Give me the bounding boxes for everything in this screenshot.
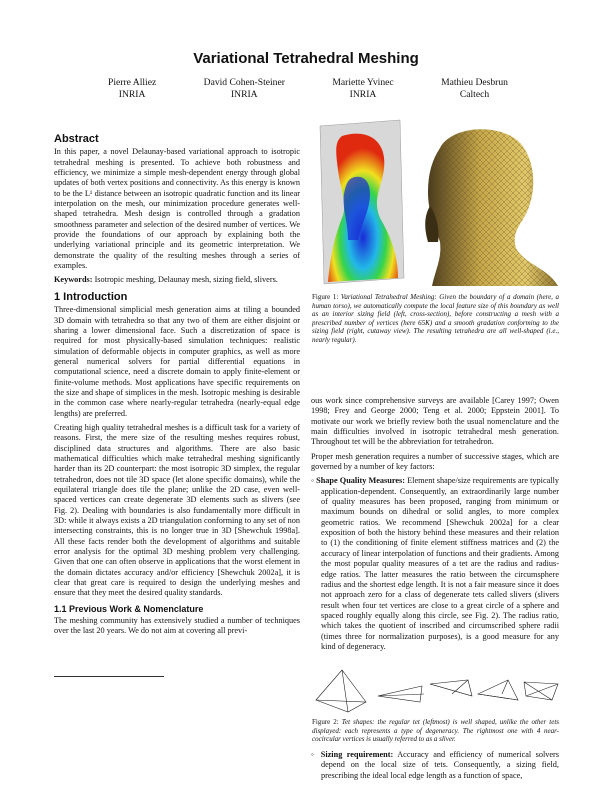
figure-1-label: Figure 1: [312,293,339,301]
author-affiliation: Caltech [459,89,490,100]
sliver-tet-shape [524,682,558,700]
list-item: ◦ Shape Quality Measures: Element shape/size requirements are typically application-dependent. Consequently, an extraordinarily large number of quality measures has been proposed, ranging from minimum or maximum bounds on dihedral or solid angles, to more complex geometric ratios. We recommend [Shewchuk 2002a] for a clear exposition of both the history behind these measures and their relation to (1) the conditioning of finite element stiffness matrices and (2) the accuracy of linear interpolation of functions and their gradients. Among the most popular quality measures of a tet are the radius and radius-edge ratios. The latter measures the ratio between the circumsphere radius and the shortest edge length. It is not a fair measure since it does not approach zero for a class of degenerate tets called slivers (slivers result when four tet vertices are close to a great circle of a sphere and spaced roughly equally along this circle, see Fig. 2). The radius ratio, which takes the quotient of inscribed and circumscribed sphere radii (times three for normalization purposes), is a good measure for any kind of degeneracy. [311,476,559,651]
author [332,77,393,101]
author [441,77,508,101]
keywords-label: Keywords: [54,275,93,285]
list-item-text: Accuracy and efficiency of numerical solvers depend on the local size of tets. Consequently, a sizing field, prescribing the ideal local edge length as a function of space, [321,750,560,780]
figure-2-caption [312,718,559,744]
wedge-tet-shape [430,680,472,696]
author-affiliation: INRIA [118,89,146,100]
list-item-label: Sizing requirement: [320,750,394,759]
figure-1-image [312,118,560,286]
author-name: Mathieu Desbrun [441,77,508,88]
keywords [54,275,300,285]
list-item-label: Shape Quality Measures: [316,476,405,486]
key-factor-list [311,476,559,652]
figure-2-caption-text: Tet shapes: the regular tet (leftmost) is well shaped, unlike the other tets displayed: each represents a type of degeneracy. The rightmost one with 4 near-cocircular vertices is usually referred to as a sliver. [312,718,559,744]
paper-title: Variational Tetrahedral Meshing [193,50,419,67]
cap-tet-shape [478,680,518,700]
abstract-text: In this paper, a novel Delaunay-based variational approach to isotropic tetrahedral meshing is presented. To achieve both robustness and efficiency, we minimize a simple mesh-dependent energy through global updates of both vertex positions and connectivity. As this energy is known to be the L¹ distance between an isotropic quadratic function and its linear interpolation on the mesh, our minimization procedure generates well-shaped tetrahedra. Mesh design is controlled through a gradation smoothness parameter and selection of the desired number of vertices. We provide the foundations of our approach by explaining both the underlying variational principle and its geometric interpretation. We demonstrate the quality of the resulting meshes through a series of examples. [54,147,300,271]
author-affiliation: INRIA [230,89,258,100]
key-factor-list-continued [311,750,559,781]
list-item: ◦ Sizing requirement: Accuracy and efficiency of numerical solvers depend on the local size of tets. Consequently, a sizing field, prescribing the ideal local edge length as a function of space, [311,750,560,780]
figure-2-image [312,666,560,716]
list-item-text: Element shape/size requirements are typically application-dependent. Consequently, an extraordinarily large number of quality measures has been proposed, ranging from minimum or maximum bounds on dihedral or solid angles, to more complex geometric ratios. We recommend [Shewchuk 2002a] for a clear exposition of both the history behind these measures and their relation to (1) the conditioning of finite element stiffness matrices and (2) the accuracy of linear interpolation of functions and their gradients. Among the most popular quality measures of a tet are the radius and radius-edge ratios. The latter measures the ratio between the circumsphere radius and the shortest edge length. It is not a fair measure since it does not approach zero for a class of degenerate tets called slivers (slivers result when four tet vertices are close to a great circle of a sphere and spaced roughly equally along this circle, see Fig. 2). The radius ratio, which takes the quotient of inscribed and circumscribed sphere radii (times three for normalization purposes), is a good measure for any kind of degeneracy. [321,476,559,651]
author-list [108,77,508,101]
author-name: David Cohen-Steiner [203,77,285,88]
author-name: Mariette Yvinec [332,77,394,88]
left-column [54,134,300,641]
needle-tet-shape [378,686,424,702]
regular-tet-shape [316,670,366,712]
right-column [311,396,559,657]
footnote-rule [54,676,164,677]
previous-work-paragraph: The meshing community has extensively studied a number of techniques over the last 20 years. We do not aim at covering all previ- [54,616,300,636]
author [108,77,156,101]
section-heading-introduction: 1 Introduction [54,290,128,303]
author-affiliation: INRIA [349,89,377,100]
keywords-text: Isotropic meshing, Delaunay mesh, sizing field, slivers. [94,275,278,285]
right-paragraph-2: Proper mesh generation requires a number of successive stages, which are governed by a number of key factors: [311,451,559,472]
abstract-heading: Abstract [54,133,99,145]
figure-2-label: Figure 2: [312,718,339,726]
figure-1-caption-text: Variational Tetrahedral Meshing: Given the boundary of a domain (here, a human torso), we automatically compute the local feature size of this boundary as well as an interior sizing field (left, cross-section), before constructing a mesh with a prescribed number of vertices (here 65K) and a smooth gradation conforming to the sizing field (right, cutaway view). The resulting tetrahedra are all well-shaped (i.e., nearly regular). [312,293,559,344]
intro-paragraph-2: Creating high quality tetrahedral meshes is a difficult task for a variety of reasons. First, the mere size of the resulting meshes requires robust, disciplined data structures and algorithms. There are also basic mathematical difficulties which make tetrahedral meshing significantly harder than its 2D counterpart: the most isotropic 3D simplex, the regular tetrahedron, does not tile 3D space (let alone specific domains), while the equilateral triangle does tile the plane; unlike the 2D case, even well-spaced vertices can create degenerate 3D elements such as slivers (see Fig. 2). Dealing with boundaries is also fundamentally more difficult in 3D: while it always exists a 2D triangulation conforming to any set of non intersecting constraints, this is no longer true in 3D [Shewchuk 1998a]. All these facts render both the development of algorithms and suitable error analysis for the optimal 3D meshing problem very challenging. Given that one can often observe in applications that the worst element in the domain dictates accuracy and/or efficiency [Shewchuk 2002a], it is clear that great care is required to design the underlying meshes and ensure that they meet the desired quality standards. [54,422,300,598]
section-heading-previous-work: 1.1 Previous Work & Nomenclature [54,603,204,614]
right-column-bottom [311,750,559,786]
right-paragraph-1: ous work since comprehensive surveys are available [Carey 1997; Owen 1998; Frey and George 2000; Teng et al. 2000; Eppstein 2001]. To motivate our work we briefly review both the usual nomenclature and the main difficulties involved in isotropic tetrahedral mesh generation. Throughout tet will be the abbreviation for tetrahedron. [311,396,559,447]
author-name: Pierre Alliez [108,77,157,88]
author [204,77,285,101]
intro-paragraph-1: Three-dimensional simplicial mesh generation aims at tiling a bounded 3D domain with tetrahedra so that any two of them are either disjoint or sharing a lower dimensional face. Such a discretization of space is required for most physically-based simulation techniques: realistic simulation of deformable objects in computer graphics, as well as more general numerical solvers for partial differential equations in computational science, need a discrete domain to apply finite-element or finite-volume methods. Most applications have specific requirements on the size and shape of simplices in the mesh. Isotropic meshing is desirable in the common case where nearly-regular tetrahedra (nearly-equal edge lengths) are preferred. [54,305,300,418]
figure-1-caption [312,293,559,345]
